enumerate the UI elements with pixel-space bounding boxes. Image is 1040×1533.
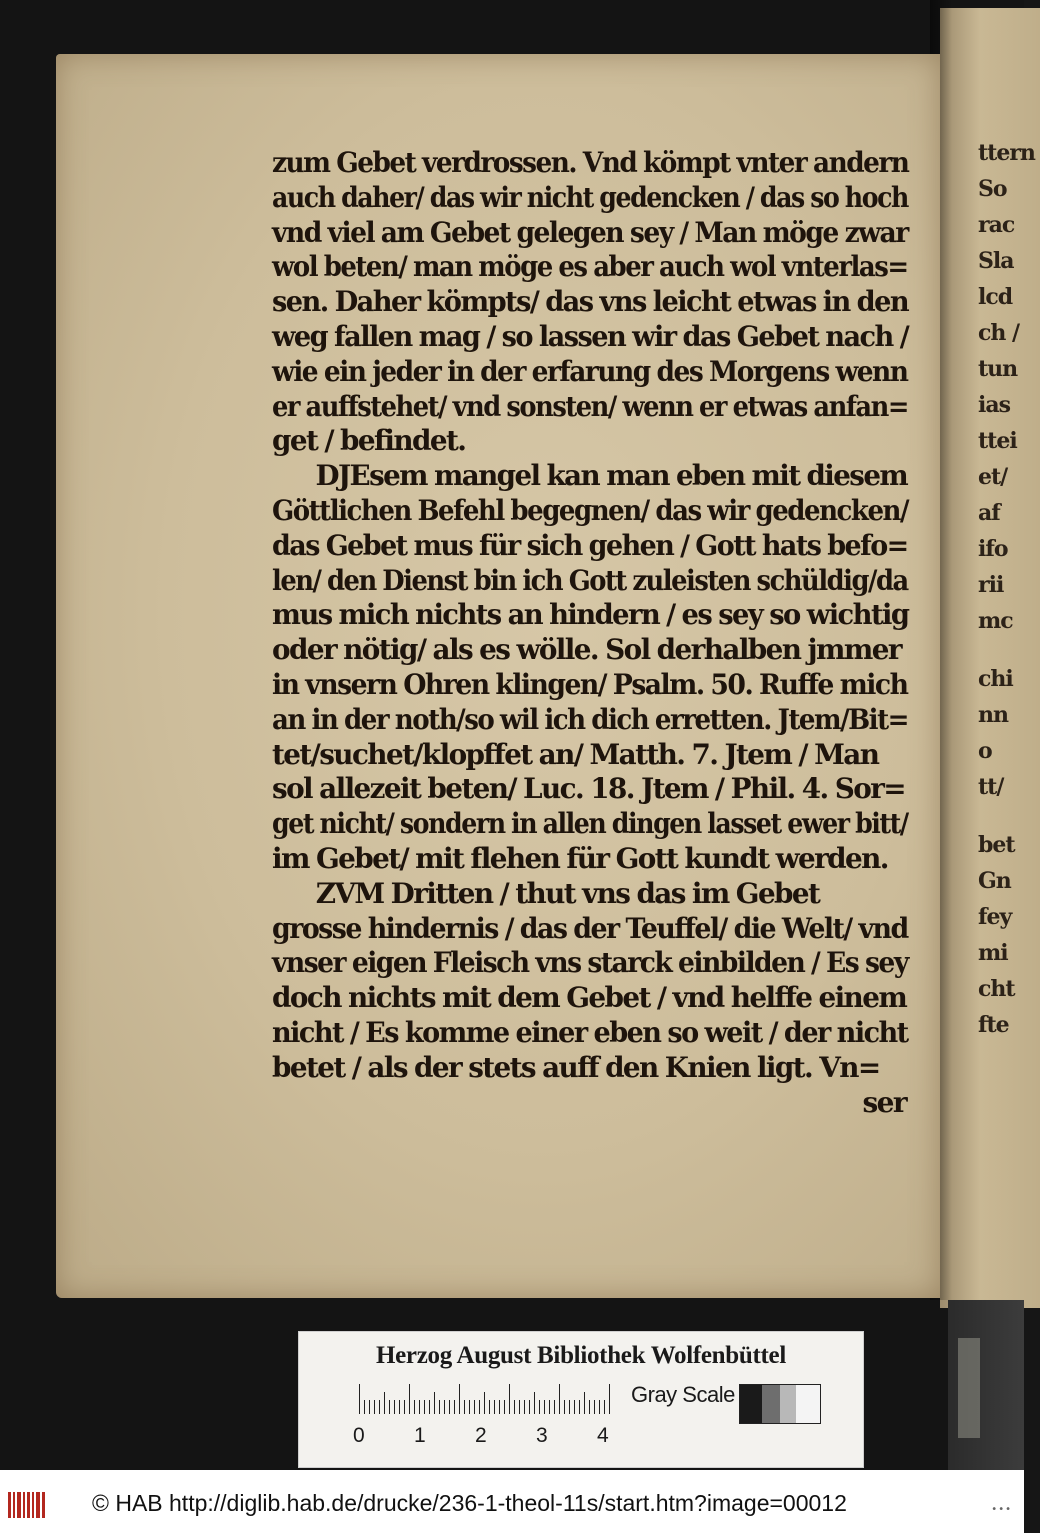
ruler-tick [404, 1400, 405, 1414]
text-line: im Gebet/ mit flehen für Gott kundt werden. [272, 841, 888, 875]
ruler-tick [424, 1400, 425, 1414]
ruler-number: 3 [536, 1424, 548, 1447]
scale-ruler [359, 1384, 611, 1414]
ruler-tick [384, 1392, 385, 1414]
ruler-tick [479, 1400, 480, 1414]
ruler-tick [359, 1384, 360, 1414]
facing-text-fragment: tt/ [978, 774, 1004, 800]
facing-text-fragment: rii [978, 572, 1004, 598]
ruler-tick [469, 1400, 470, 1414]
text-line: das Gebet mus für sich gehen / Gott hats befo= [272, 528, 908, 562]
ruler-number: 4 [597, 1424, 609, 1447]
gray-swatch [740, 1385, 762, 1423]
ruler-tick [474, 1400, 475, 1414]
ruler-tick [414, 1400, 415, 1414]
logo-bar [17, 1492, 21, 1518]
gray-scale-swatches [739, 1384, 821, 1424]
text-line: nicht / Es komme einer eben so weit / der nicht [272, 1015, 908, 1049]
text-line: wie ein jeder in der erfarung des Morgens wenn [272, 354, 908, 388]
logo-bar [13, 1492, 15, 1518]
text-line: er auffstehet/ vnd sonsten/ wenn er etwas anfan= [272, 389, 908, 423]
color-calibration-bar [298, 1331, 864, 1468]
text-line: mus mich nichts an hindern / es sey so wichtig [272, 598, 909, 632]
text-line: oder nötig/ als es wölle. Sol derhalben jmmer [272, 633, 901, 667]
facing-text-fragment: rac [978, 212, 1015, 238]
gray-swatch [780, 1385, 796, 1423]
ruler-tick [484, 1392, 485, 1414]
text-line: vnd viel am Gebet gelegen sey / Man möge zwar [272, 215, 908, 249]
facing-text-fragment: fte [978, 1012, 1009, 1038]
ruler-number: 1 [414, 1424, 426, 1447]
ruler-tick [429, 1400, 430, 1414]
text-line: betet / als der stets auff den Knien ligt. Vn= [272, 1050, 880, 1084]
facing-text-fragment: o [978, 738, 992, 764]
text-line: vnser eigen Fleisch vns starck einbilden / Es sey [272, 946, 908, 980]
facing-text-fragment: cht [978, 976, 1015, 1002]
text-line: get nicht/ sondern in allen dingen lasset ewer bitt/ [272, 807, 908, 841]
facing-text-fragment: ias [978, 392, 1010, 418]
ruler-tick [529, 1400, 530, 1414]
ruler-tick [584, 1392, 585, 1414]
ruler-tick [564, 1400, 565, 1414]
ruler-tick [594, 1400, 595, 1414]
facing-text-fragment: ttern [978, 140, 1035, 166]
hab-logo-icon[interactable] [8, 1492, 48, 1518]
facing-text-fragment: ttei [978, 428, 1017, 454]
ruler-tick [544, 1400, 545, 1414]
logo-bar [27, 1492, 30, 1518]
copyright-link[interactable]: © HAB http://diglib.hab.de/drucke/236-1-theol-11s/start.htm?image=00012 [92, 1490, 847, 1516]
gray-swatch [762, 1385, 780, 1423]
facing-text-fragment: chi [978, 666, 1013, 692]
logo-bar [23, 1492, 25, 1518]
text-line: DJEsem mangel kan man eben mit diesem [315, 459, 908, 493]
ruler-tick [369, 1400, 370, 1414]
text-line: an in der noth/so wil ich dich erretten. Jtem/Bit= [272, 702, 908, 736]
ruler-tick [489, 1400, 490, 1414]
ruler-tick [444, 1400, 445, 1414]
logo-bar [42, 1492, 45, 1518]
text-line: auch daher/ das wir nicht gedencken / das so hoch [272, 180, 908, 214]
more-menu-icon[interactable]: ••• [991, 1504, 1012, 1515]
ruler-tick [419, 1400, 420, 1414]
logo-bar [32, 1492, 34, 1518]
facing-text-fragment: bet [978, 832, 1015, 858]
facing-text-fragment: Gn [978, 868, 1011, 894]
facing-text-fragment: So [978, 176, 1007, 202]
text-line: in vnsern Ohren klingen/ Psalm. 50. Ruffe mich [272, 667, 908, 701]
library-name: Herzog August Bibliothek Wolfenbüttel [375, 1342, 786, 1369]
text-line: grosse hindernis / das der Teuffel/ die Welt/ vnd [272, 911, 908, 945]
facing-text-fragment: Sla [978, 248, 1014, 274]
text-line: doch nichts mit dem Gebet / vnd helffe einem [272, 981, 907, 1015]
text-line: Göttlichen Befehl begegnen/ das wir gedencken/ [272, 493, 909, 527]
ruler-tick [459, 1384, 460, 1414]
ruler-tick [389, 1400, 390, 1414]
logo-bar [36, 1492, 40, 1518]
facing-text-fragment: et/ [978, 464, 1008, 490]
ruler-tick [569, 1400, 570, 1414]
facing-text-fragment: fey [978, 904, 1012, 930]
text-line: wol beten/ man möge es aber auch wol vnterlas= [272, 250, 908, 284]
ruler-tick [599, 1400, 600, 1414]
text-line: get / befindet. [272, 424, 466, 458]
facing-text-fragment: lcd [978, 284, 1013, 310]
ruler-tick [519, 1400, 520, 1414]
ruler-number: 2 [475, 1424, 487, 1447]
ruler-tick [549, 1400, 550, 1414]
gray-scale-label: Gray Scale [631, 1382, 735, 1407]
ruler-tick [554, 1400, 555, 1414]
facing-text-fragment: ch / [978, 320, 1020, 346]
ruler-tick [574, 1400, 575, 1414]
ruler-tick [524, 1400, 525, 1414]
text-line: sen. Daher kömpts/ das vns leicht etwas in den [272, 285, 909, 319]
text-line: len/ den Dienst bin ich Gott zuleisten schüldig/da [272, 563, 908, 597]
text-line: sol allezeit beten/ Luc. 18. Jtem / Phil. 4. Sor= [272, 772, 906, 806]
ruler-tick [399, 1400, 400, 1414]
ruler-tick [539, 1400, 540, 1414]
facing-text-fragment: mi [978, 940, 1008, 966]
ruler-tick [434, 1392, 435, 1414]
footer-bar [0, 1470, 1024, 1533]
facing-text-fragment: mc [978, 608, 1013, 634]
ruler-numbers [353, 1424, 633, 1450]
ruler-tick [439, 1400, 440, 1414]
ruler-tick [374, 1400, 375, 1414]
ruler-tick [449, 1400, 450, 1414]
facing-text-fragment: af [978, 500, 1000, 526]
ruler-tick [509, 1384, 510, 1414]
facing-text-fragment: nn [978, 702, 1008, 728]
ruler-tick [464, 1400, 465, 1414]
ruler-tick [364, 1400, 365, 1414]
ruler-tick [409, 1384, 410, 1414]
ruler-tick [394, 1400, 395, 1414]
ruler-tick [494, 1400, 495, 1414]
facing-page-text [978, 140, 1038, 1048]
logo-bar [8, 1492, 11, 1518]
ruler-tick [579, 1400, 580, 1414]
ruler-tick [454, 1400, 455, 1414]
ruler-tick [514, 1400, 515, 1414]
ruler-tick [534, 1392, 535, 1414]
facing-text-fragment: tun [978, 356, 1018, 382]
text-line: ser [862, 1085, 906, 1119]
ruler-tick [559, 1384, 560, 1414]
ruler-tick [499, 1400, 500, 1414]
ruler-tick [604, 1400, 605, 1414]
ruler-number: 0 [353, 1424, 365, 1447]
ruler-tick [589, 1400, 590, 1414]
ruler-tick [379, 1400, 380, 1414]
text-line: zum Gebet verdrossen. Vnd kömpt vnter andern [272, 146, 909, 179]
facing-text-fragment: ifo [978, 536, 1008, 562]
gray-swatch [796, 1385, 820, 1423]
side-strip-label [958, 1338, 980, 1438]
text-line: ZVM Dritten / thut vns das im Gebet [315, 876, 820, 910]
page-text-block [272, 146, 912, 1120]
text-line: tet/suchet/klopffet an/ Matth. 7. Jtem / Man [272, 737, 879, 771]
text-line: weg fallen mag / so lassen wir das Gebet nach / [272, 319, 909, 353]
ruler-tick [609, 1384, 610, 1414]
ruler-tick [504, 1400, 505, 1414]
